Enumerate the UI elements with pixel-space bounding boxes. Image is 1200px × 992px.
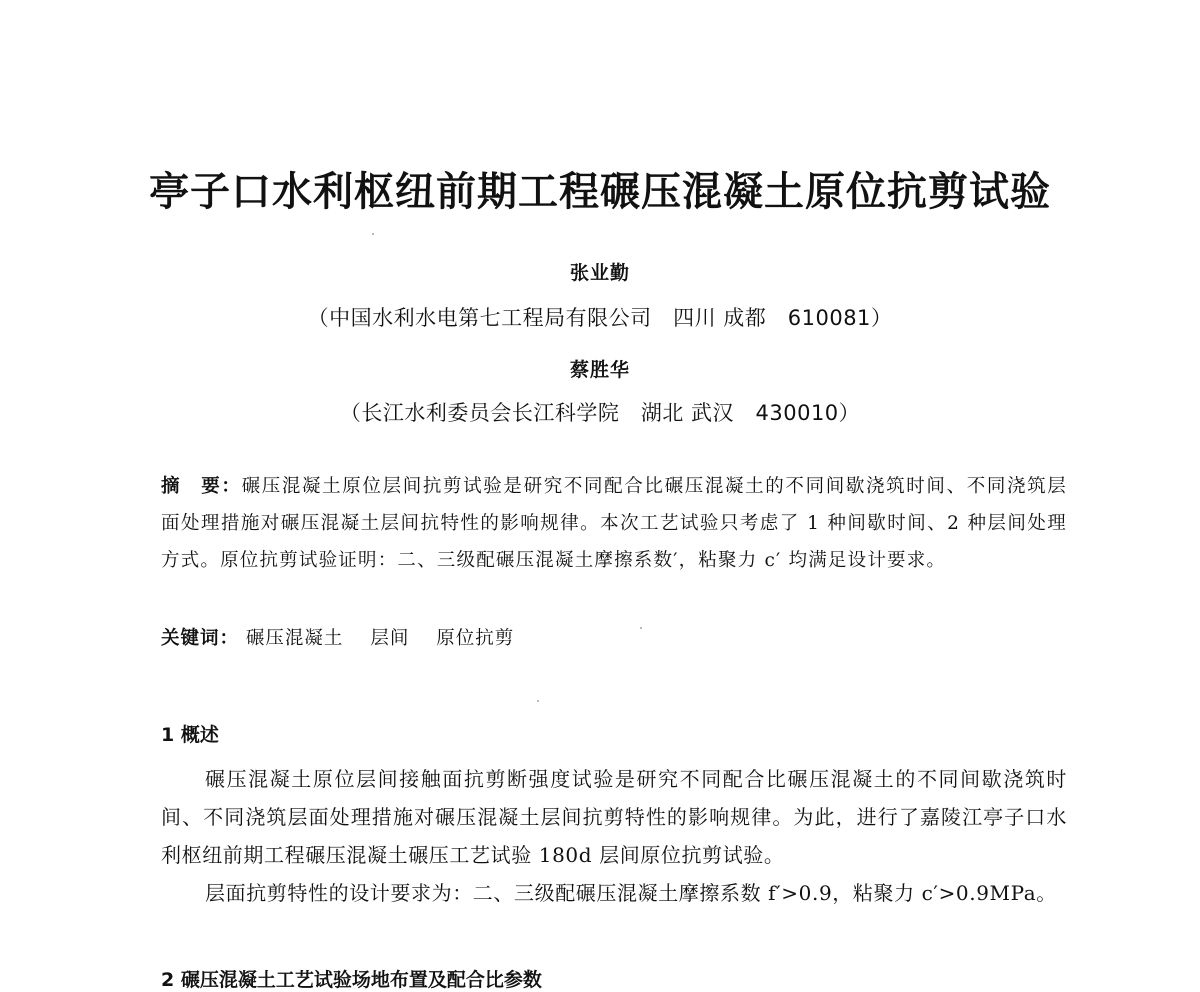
scan-speck xyxy=(372,233,374,235)
author-affiliation-1: （中国水利水电第七工程局有限公司 四川 成都 610081） xyxy=(307,306,893,330)
abstract xyxy=(161,468,1067,579)
keyword-1: 碾压混凝土 xyxy=(245,628,344,649)
author-affiliation-2: （长江水利委员会长江科学院 湖北 武汉 430010） xyxy=(339,401,861,425)
keywords-label: 关键词： xyxy=(161,628,240,649)
abstract-label: 摘 要： xyxy=(161,476,242,497)
author-name-2: 蔡胜华 xyxy=(569,359,630,381)
section-heading-2: 2 碾压混凝土工艺试验场地布置及配合比参数 xyxy=(161,969,542,991)
abstract-text: 碾压混凝土原位层间抗剪试验是研究不同配合比碾压混凝土的不同间歇浇筑时间、不同浇筑层面处理措施对碾压混凝土层间抗特性的影响规律。本次工艺试验只考虑了 1 种间歇时间、2 种层间处理方式。原位抗剪试验证明：二、三级配碾压混凝土摩擦系数′，粘聚力 c′ 均满足设计要求。 xyxy=(161,476,1067,571)
paper-title: 亭子口水利枢纽前期工程碾压混凝土原位抗剪试验 xyxy=(149,168,1051,215)
keyword-2: 层间 xyxy=(370,628,410,649)
section-heading-1: 1 概述 xyxy=(161,724,219,746)
scan-speck xyxy=(640,627,642,629)
scan-speck xyxy=(537,700,539,702)
author-name-1: 张业勤 xyxy=(569,262,630,284)
section-1-paragraph-2: 层面抗剪特性的设计要求为：二、三级配碾压混凝土摩擦系数 f′>0.9，粘聚力 c′>0.9MPa。 xyxy=(205,881,1057,905)
keywords xyxy=(161,624,534,650)
keyword-3: 原位抗剪 xyxy=(436,628,515,649)
section-1-paragraph-1: 碾压混凝土原位层间接触面抗剪断强度试验是研究不同配合比碾压混凝土的不同间歇浇筑时间、不同浇筑层面处理措施对碾压混凝土层间抗剪特性的影响规律。为此，进行了嘉陵江亭子口水利枢纽前期工程碾压混凝土碾压工艺试验 180d 层间原位抗剪试验。 xyxy=(161,767,1067,867)
